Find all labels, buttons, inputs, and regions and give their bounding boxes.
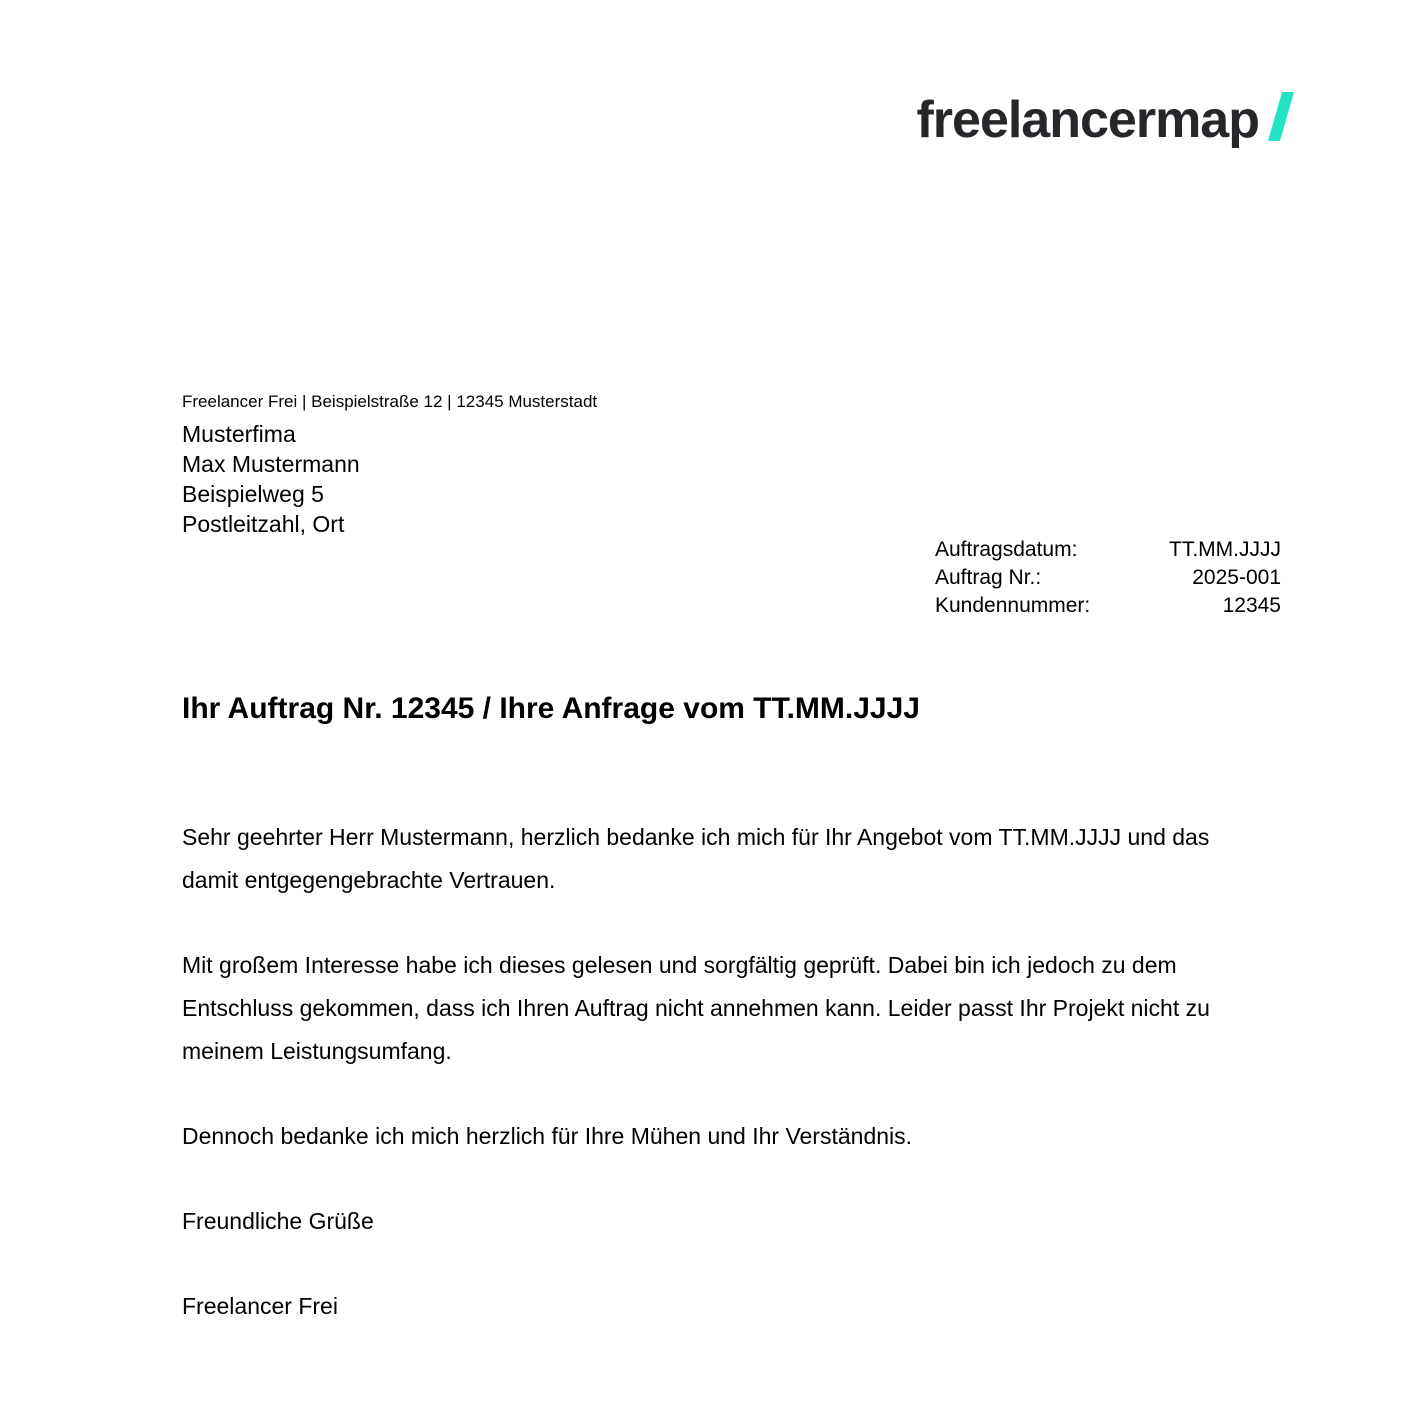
logo-wordmark: freelancermap [916,91,1259,149]
signature-name: Freelancer Frei [182,1293,338,1319]
order-number-label: Auftrag Nr.: [935,566,1042,589]
order-info-row [935,564,1281,592]
logo-slash-icon [1268,92,1294,141]
order-info-block [935,536,1281,620]
recipient-street: Beispielweg 5 [182,481,324,507]
order-number-value: 2025-001 [1192,566,1281,589]
body-paragraph: Sehr geehrter Herr Mustermann, herzlich bedanke ich mich für Ihr Angebot vom TT.MM.JJJJ und das damit entgegengebrachte Vertrauen. [182,824,1210,893]
customer-number-label: Kundennummer: [935,594,1091,617]
order-info-row [935,592,1281,620]
sender-return-address: Freelancer Frei | Beispielstraße 12 | 12345 Musterstadt [182,392,598,411]
body-paragraph: Dennoch bedanke ich mich herzlich für Ihre Mühen und Ihr Verständnis. [182,1123,913,1149]
subject-line: Ihr Auftrag Nr. 12345 / Ihre Anfrage vom TT.MM.JJJJ [182,692,920,725]
customer-number-value: 12345 [1222,594,1281,617]
order-date-value: TT.MM.JJJJ [1169,538,1281,561]
order-info-row [935,536,1281,564]
order-date-label: Auftragsdatum: [935,538,1078,561]
recipient-name: Max Mustermann [182,451,360,477]
closing-salutation: Freundliche Grüße [182,1208,374,1234]
body-paragraph: Mit großem Interesse habe ich dieses gelesen und sorgfältig geprüft. Dabei bin ich jedoch zu dem Entschluss gekommen, dass ich Ihren Auftrag nicht annehmen kann. Leider passt Ihr Projekt nicht zu meinem Leistungsumfang. [182,952,1210,1064]
letter-body [182,816,1246,1370]
recipient-address-block [182,419,360,539]
freelancermap-logo [916,92,1282,148]
recipient-company: Musterfima [182,421,296,447]
recipient-city: Postleitzahl, Ort [182,511,345,537]
